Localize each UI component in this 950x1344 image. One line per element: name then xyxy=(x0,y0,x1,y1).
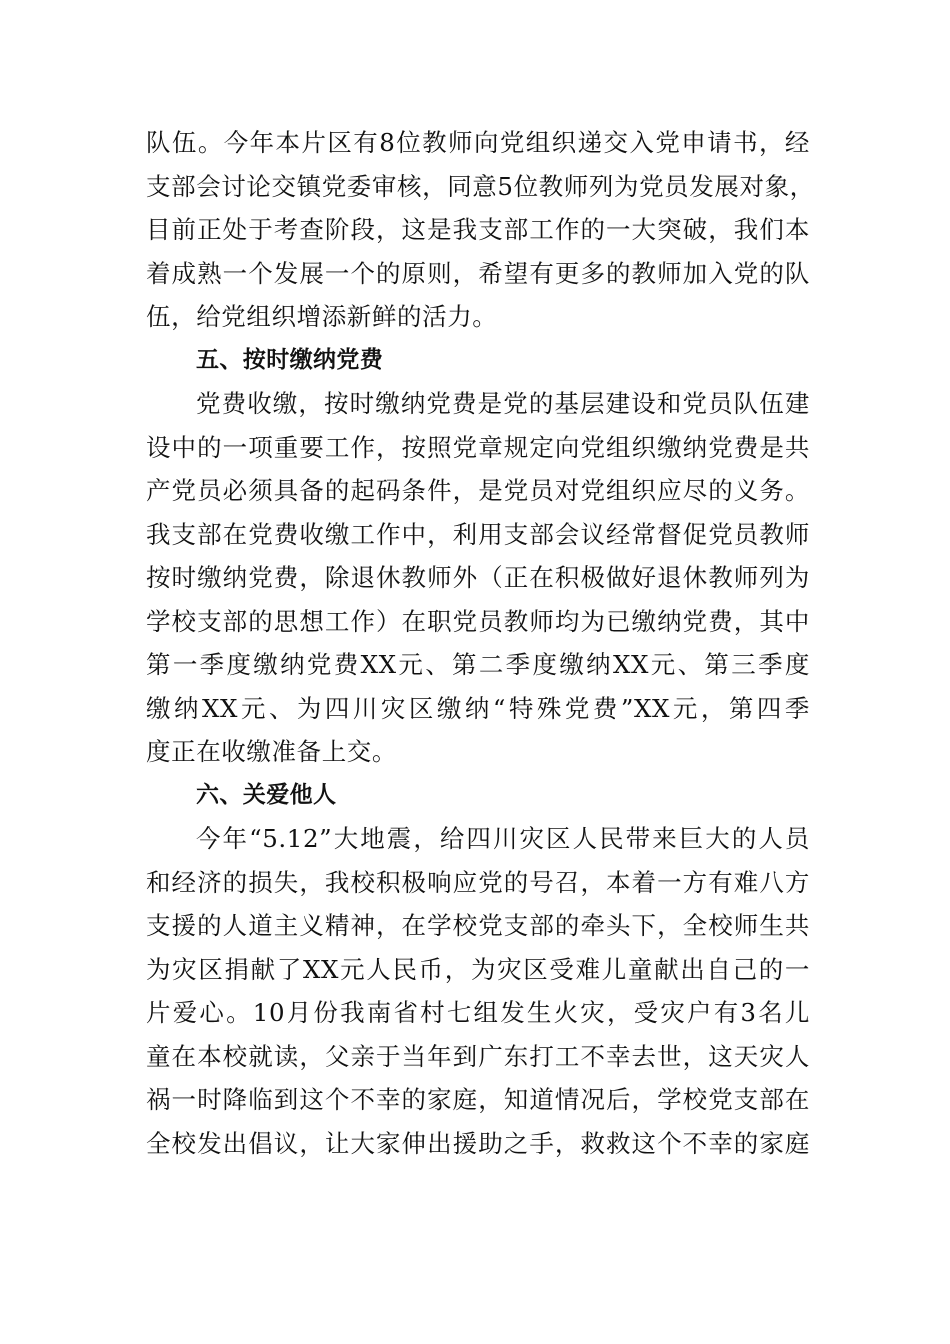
text-line: 支援的人道主义精神，在学校党支部的牵头下，全校师生共 xyxy=(146,911,810,940)
paragraph-first-line: 党费收缴，按时缴纳党费是党的基层建设和党员队伍建 xyxy=(196,389,810,418)
text-line: 设中的一项重要工作，按照党章规定向党组织缴纳党费是共 xyxy=(146,432,810,462)
text-line: 按时缴纳党费，除退休教师外（正在积极做好退休教师列为 xyxy=(146,563,810,592)
text-line: 度正在收缴准备上交。 xyxy=(146,737,397,766)
section-heading: 六、关爱他人 xyxy=(196,781,337,808)
text-line: 第一季度缴纳党费XX元、第二季度缴纳XX元、第三季度 xyxy=(146,650,810,679)
section-heading: 五、按时缴纳党费 xyxy=(196,346,384,373)
paragraph-first-line: 今年“5.12”大地震，给四川灾区人民带来巨大的人员 xyxy=(196,824,810,853)
text-line: 学校支部的思想工作）在职党员教师均为已缴纳党费，其中 xyxy=(146,606,810,636)
text-line: 片爱心。10月份我南省村七组发生火灾，受灾户有3名儿 xyxy=(146,998,810,1027)
document-body xyxy=(146,121,815,1165)
text-line: 目前正处于考查阶段，这是我支部工作的一大突破，我们本 xyxy=(146,215,810,244)
text-line: 产党员必须具备的起码条件，是党员对党组织应尽的义务。 xyxy=(146,476,810,505)
text-line: 和经济的损失，我校积极响应党的号召，本着一方有难八方 xyxy=(146,867,810,897)
text-line: 童在本校就读，父亲于当年到广东打工不幸去世，这天灾人 xyxy=(146,1041,810,1071)
text-line: 支部会讨论交镇党委审核，同意5位教师列为党员发展对象， xyxy=(146,171,815,201)
text-line: 缴纳XX元、为四川灾区缴纳“特殊党费”XX元，第四季 xyxy=(146,693,810,723)
text-line: 为灾区捐献了XX元人民币，为灾区受难儿童献出自己的一 xyxy=(146,954,810,984)
text-line: 我支部在党费收缴工作中，利用支部会议经常督促党员教师 xyxy=(146,519,810,549)
text-line: 着成熟一个发展一个的原则，希望有更多的教师加入党的队 xyxy=(146,258,810,288)
text-line: 祸一时降临到这个不幸的家庭，知道情况后，学校党支部在 xyxy=(146,1085,810,1114)
text-line: 队伍。今年本片区有8位教师向党组织递交入党申请书，经 xyxy=(146,128,810,157)
text-line: 伍，给党组织增添新鲜的活力。 xyxy=(146,302,498,331)
text-line: 全校发出倡议，让大家伸出援助之手，救救这个不幸的家庭 xyxy=(146,1128,810,1158)
